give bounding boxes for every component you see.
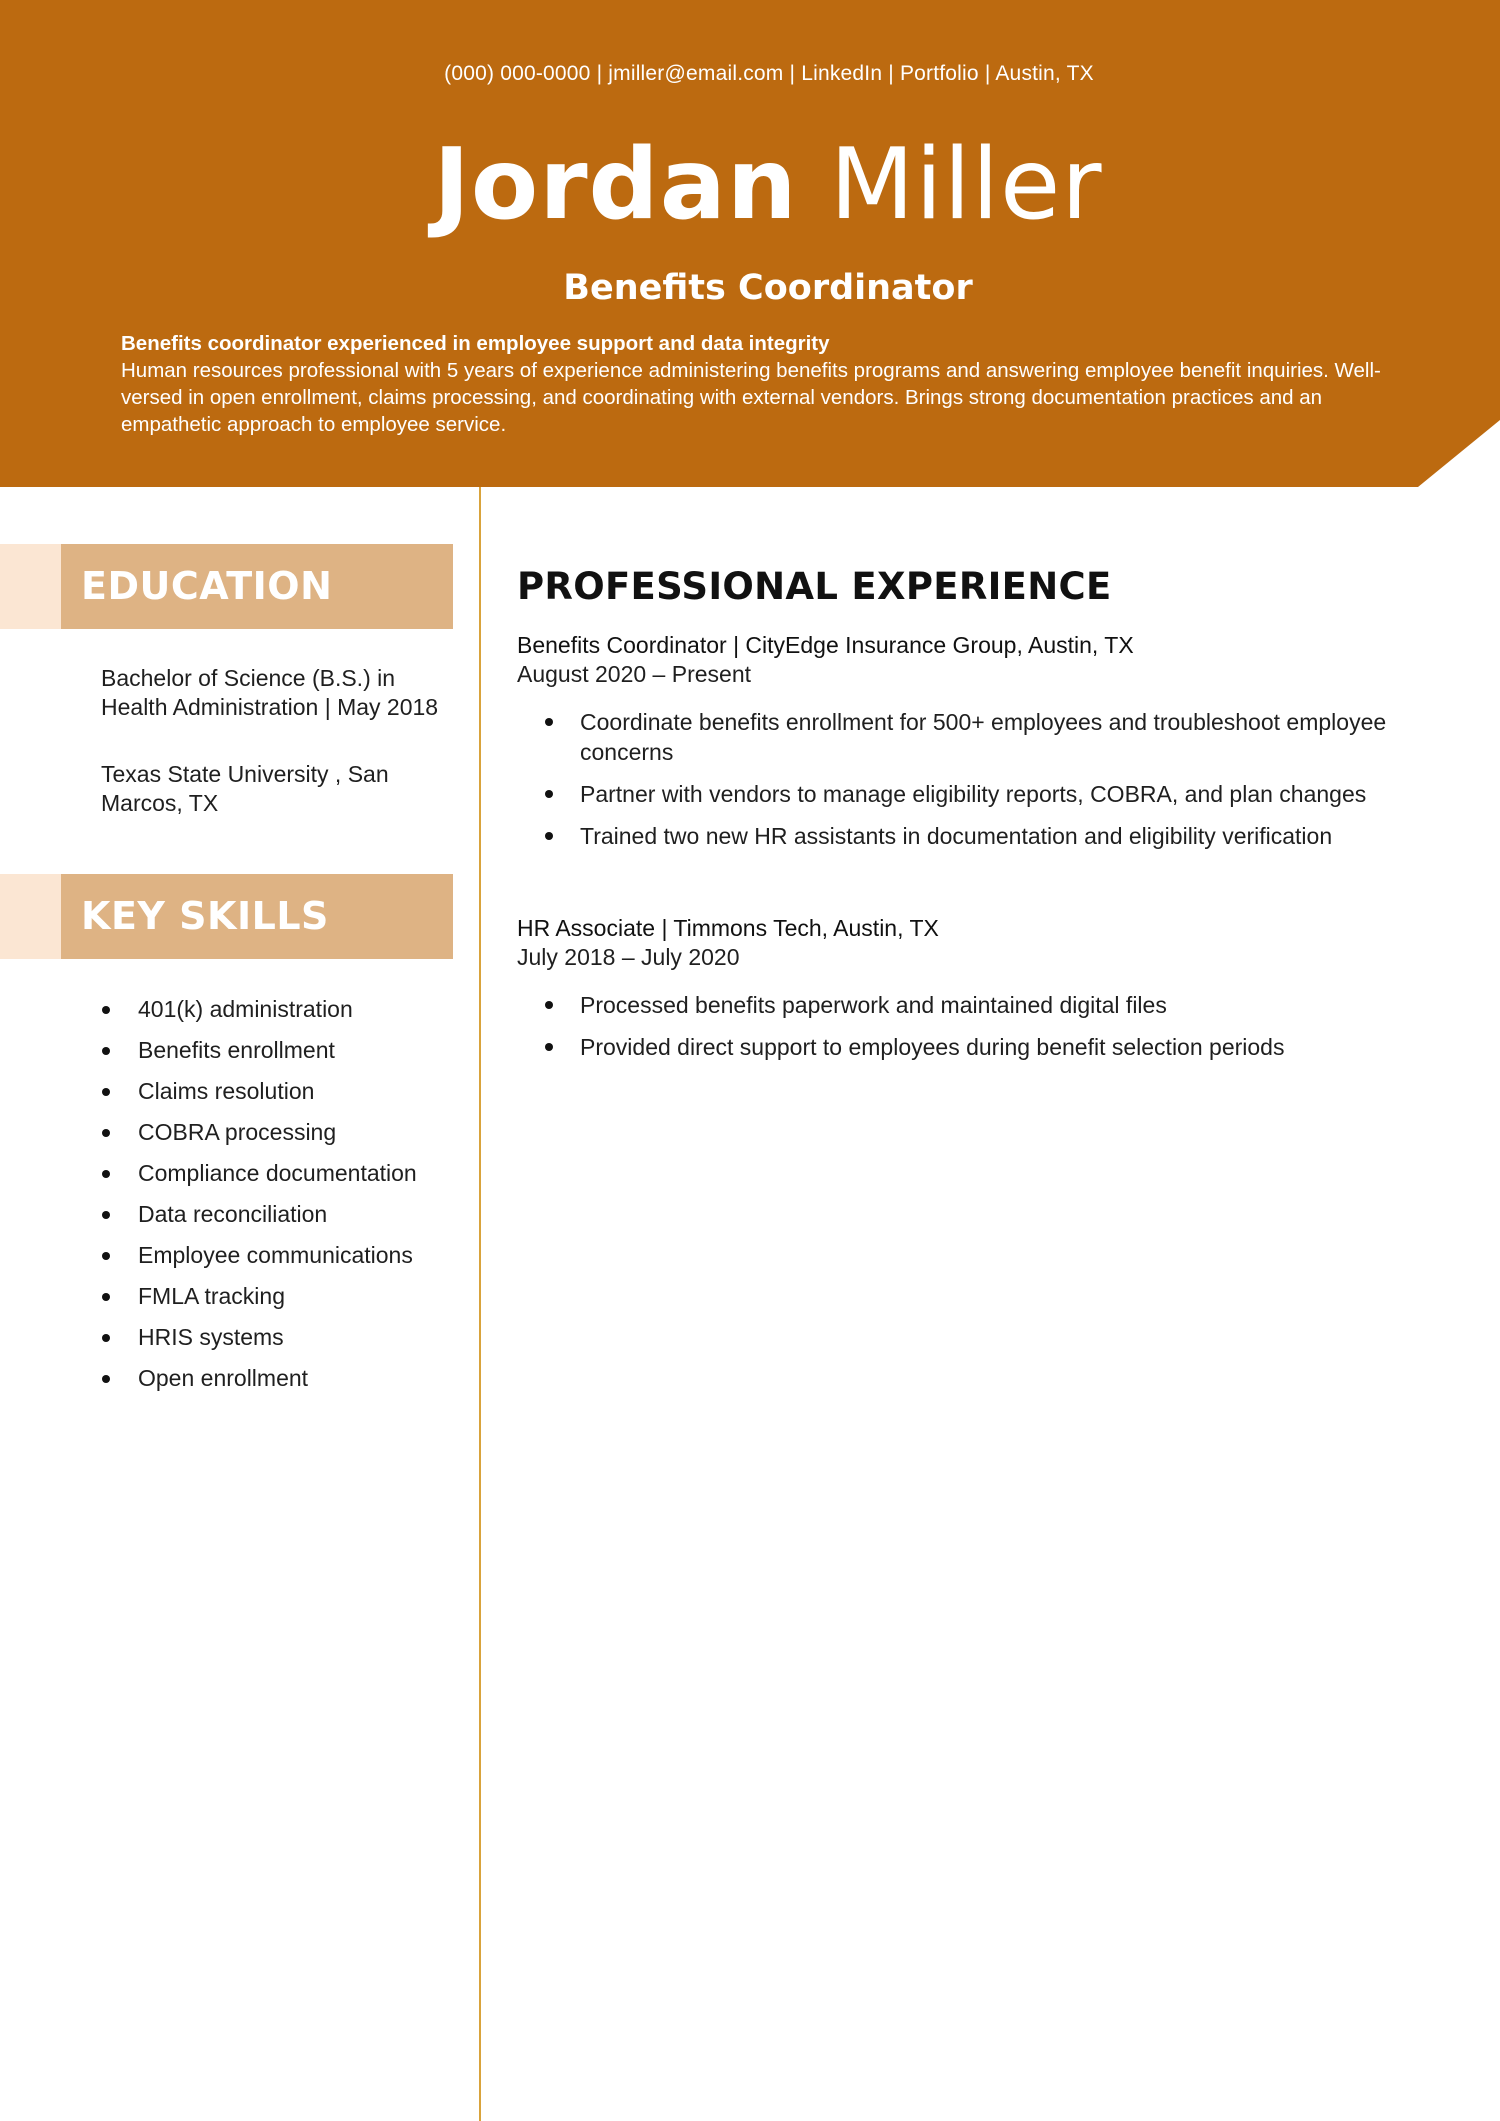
column-divider — [479, 487, 481, 2121]
job-dates: July 2018 – July 2020 — [517, 944, 740, 970]
education-heading-band — [0, 544, 453, 629]
summary-text: Human resources professional with 5 years of experience administering benefits programs and answering employee benefit inquiries. Well-versed in open enrollment, claims processing, and coordinating with external vendors. Brings strong documentation practices and an empathetic approach to employee service. — [121, 359, 1381, 436]
job-entry — [517, 914, 1457, 1074]
summary — [121, 330, 1411, 438]
job-title: Benefits Coordinator — [563, 268, 973, 308]
skills-heading: KEY SKILLS — [81, 894, 329, 938]
skill-item: Claims resolution — [101, 1074, 417, 1115]
job-dates: August 2020 – Present — [517, 661, 751, 687]
job-bullet: Partner with vendors to manage eligibility reports, COBRA, and plan changes — [517, 779, 1457, 809]
job-bullet: Coordinate benefits enrollment for 500+ employees and troubleshoot employee concerns — [517, 707, 1457, 767]
job-bullets — [517, 990, 1457, 1062]
job-bullet: Trained two new HR assistants in documentation and eligibility verification — [517, 821, 1457, 851]
skill-item: HRIS systems — [101, 1320, 417, 1361]
skill-item: Data reconciliation — [101, 1197, 417, 1238]
summary-headline: Benefits coordinator experienced in employee support and data integrity — [121, 332, 830, 355]
education-school: Texas State University , San Marcos, TX — [101, 761, 389, 816]
first-name: Jordan — [433, 128, 798, 242]
skill-item: Compliance documentation — [101, 1156, 417, 1197]
job-bullets — [517, 707, 1457, 851]
job-bullet: Provided direct support to employees during benefit selection periods — [517, 1032, 1457, 1062]
job-entry — [517, 631, 1457, 863]
skill-item: Employee communications — [101, 1238, 417, 1279]
skill-item: Open enrollment — [101, 1361, 417, 1402]
education-degree: Bachelor of Science (B.S.) in Health Administration | May 2018 — [101, 665, 439, 720]
last-name: Miller — [829, 128, 1103, 242]
education-heading: EDUCATION — [81, 564, 333, 608]
skill-item: 401(k) administration — [101, 992, 417, 1033]
skills-heading-band — [0, 874, 453, 959]
contact-line: (000) 000-0000 | jmiller@email.com | LinkedIn | Portfolio | Austin, TX — [444, 62, 1094, 85]
job-bullet: Processed benefits paperwork and maintained digital files — [517, 990, 1457, 1020]
skill-item: COBRA processing — [101, 1115, 417, 1156]
skills-list — [101, 992, 417, 1402]
skill-item: Benefits enrollment — [101, 1033, 417, 1074]
experience-heading: PROFESSIONAL EXPERIENCE — [517, 565, 1112, 608]
job-role: HR Associate | Timmons Tech, Austin, TX — [517, 915, 939, 941]
job-role: Benefits Coordinator | CityEdge Insurance Group, Austin, TX — [517, 632, 1134, 658]
candidate-name — [0, 128, 1500, 242]
skill-item: FMLA tracking — [101, 1279, 417, 1320]
